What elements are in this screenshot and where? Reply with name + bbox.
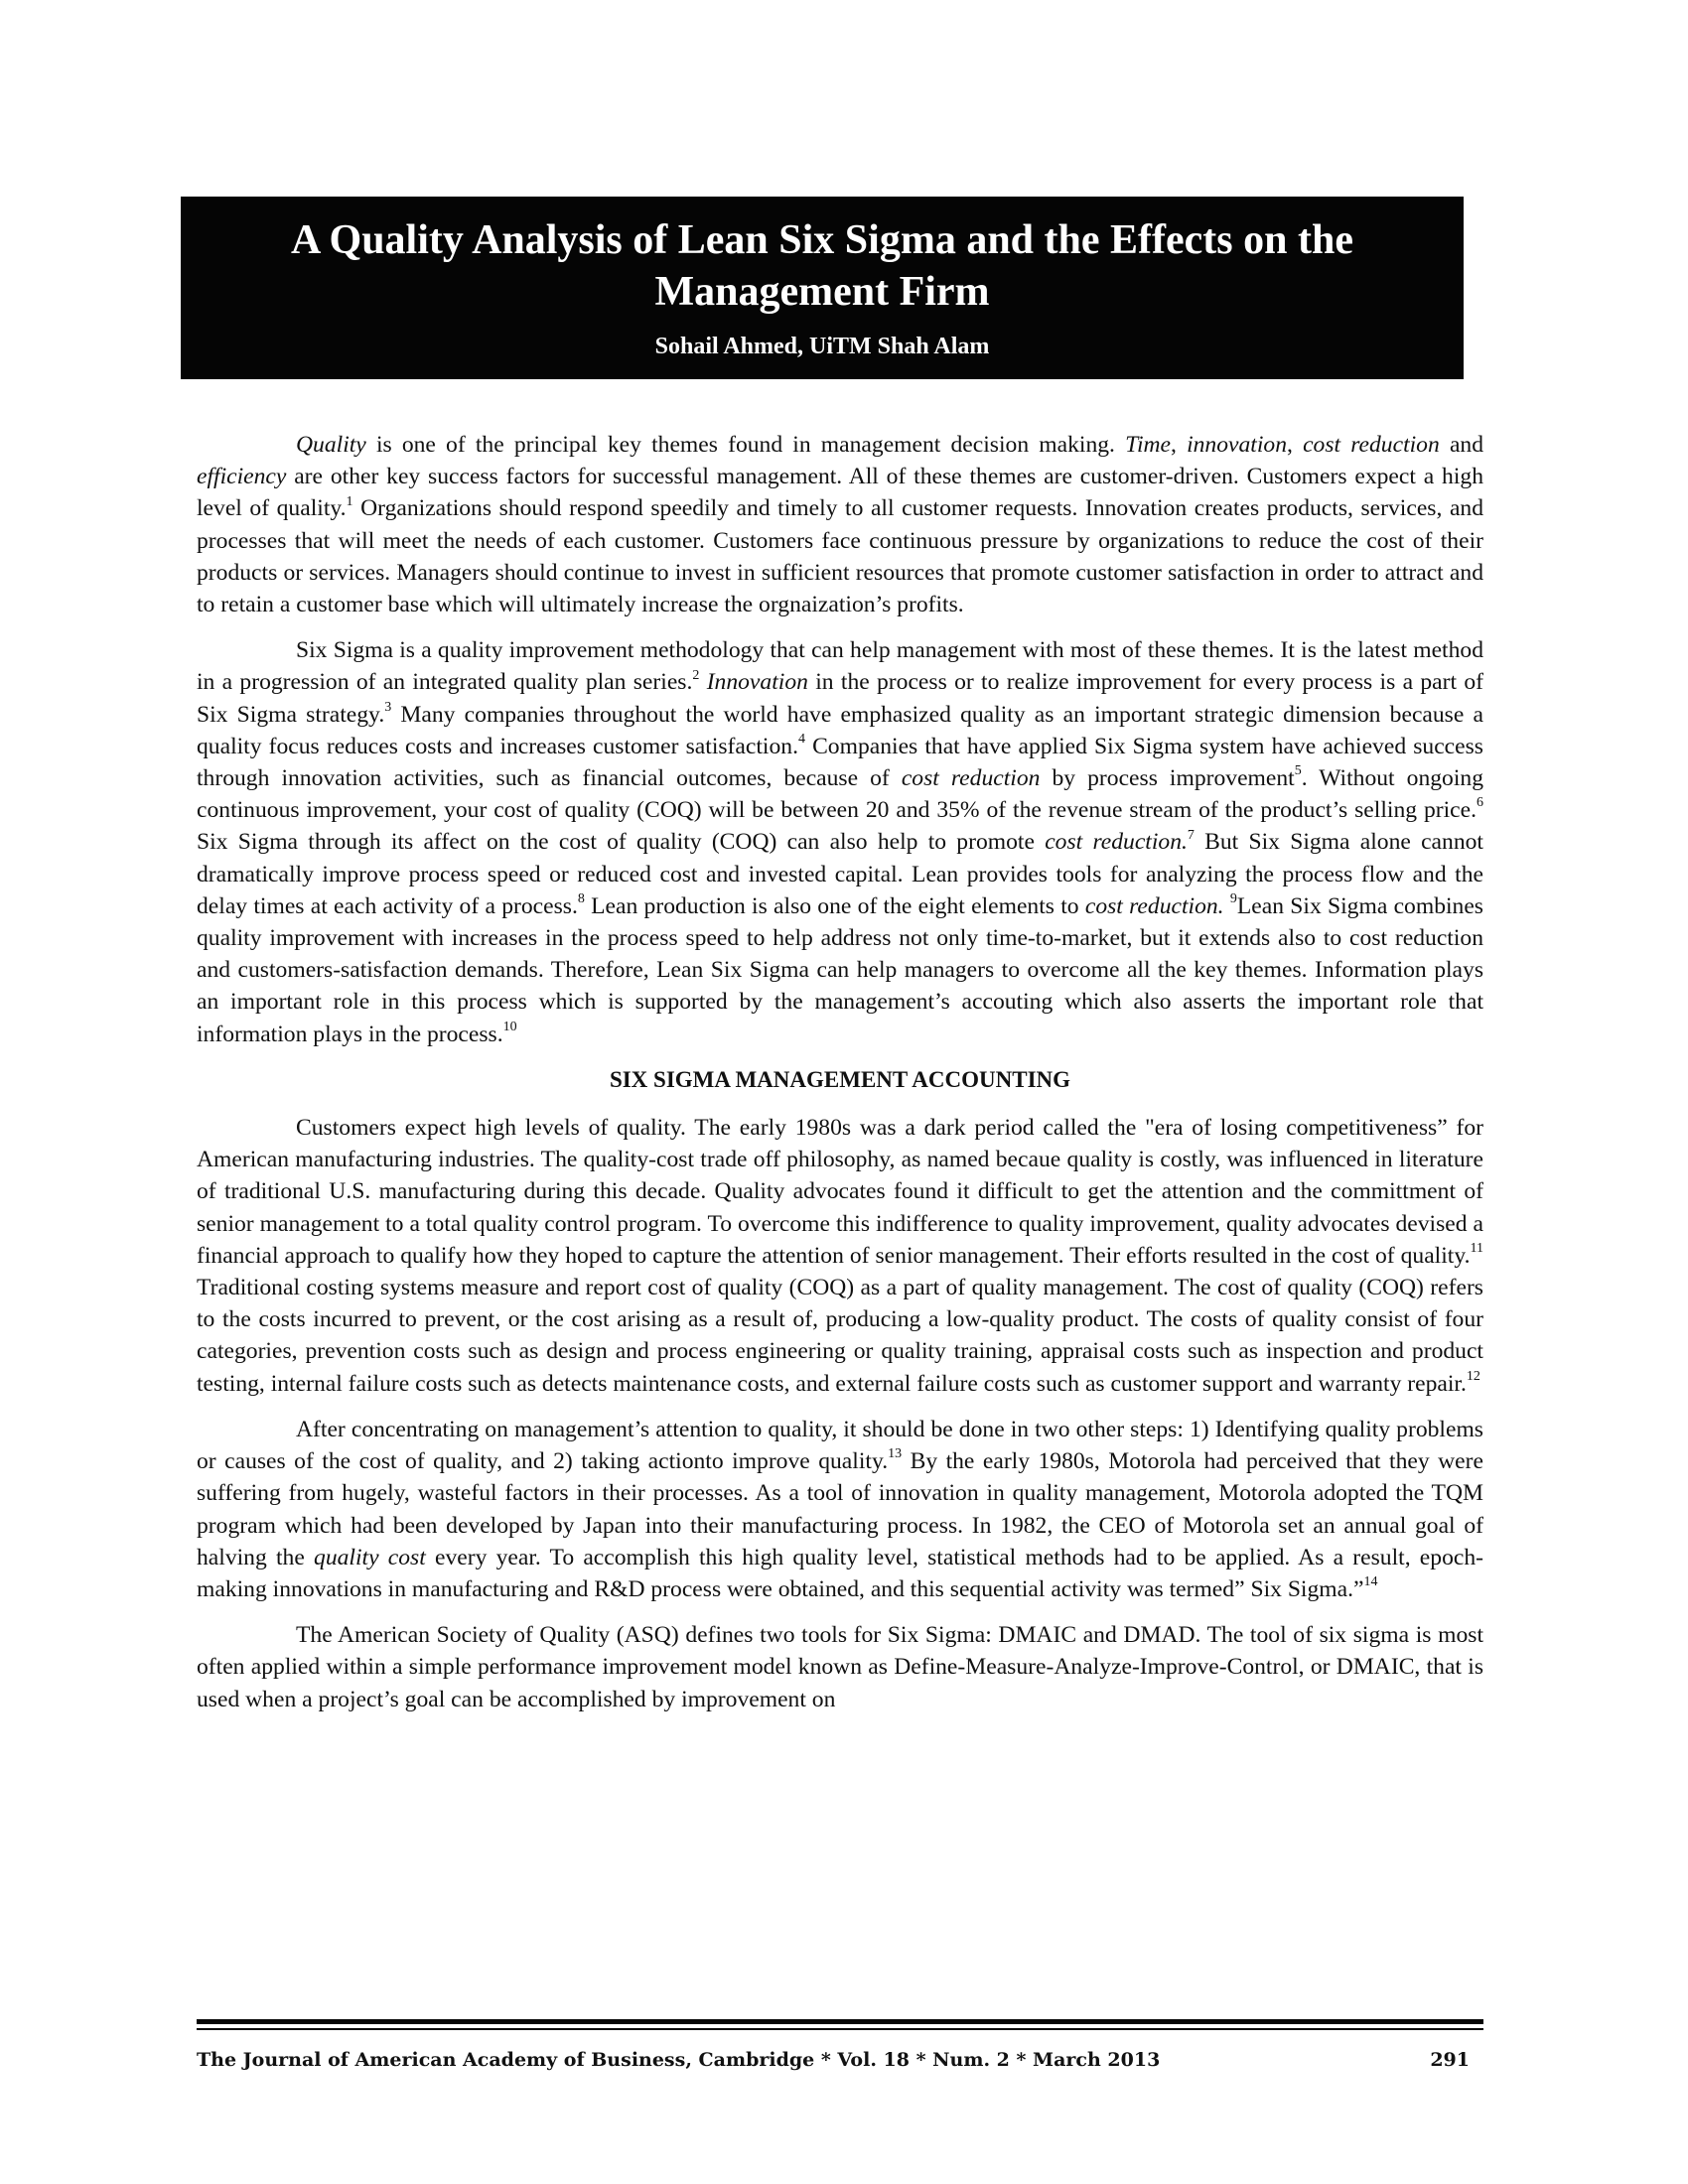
paragraph-2 [197, 634, 1483, 1050]
footnote-ref: 11 [1470, 1241, 1483, 1257]
footnote-ref: 3 [384, 699, 392, 715]
section-heading: SIX SIGMA MANAGEMENT ACCOUNTING [609, 1066, 1071, 1092]
emphasis-efficiency: efficiency [197, 464, 287, 490]
text: Organizations should respond speedily and timely to all customer requests. Innovation creates products, services, and processes that will meet the needs of each customer. Customers face continuous pressure by organizations to reduce the cost of their products or services. Managers should continue to invest in sufficient resources that promote customer satisfaction in order to attract and to retain a customer base which will ultimately increase the orgnaization’s profits. [197, 495, 1484, 618]
text: By the early 1980s, Motorola had perceived that they were suffering from hugely, wasteful factors in their processes. As a tool of innovation in quality management, Motorola adopted the TQM program which had been developed by Japan into their manufacturing process. In 1982, the CEO of Motorola set an annual goal of halving the [197, 1448, 1483, 1570]
text: The American Society of Quality (ASQ) defines two tools for Six Sigma: DMAIC and DMAD. The tool of six sigma is most often applied within a simple performance improvement model known as Define-Measure-Analyze-Improve-Control, or DMAIC, that is used when a project’s goal can be accomplished by improvement on [197, 1622, 1483, 1712]
text: Six Sigma is a quality improvement methodology that can help management with most of these themes. It is the latest method in a progression of an integrated quality plan series. [197, 637, 1483, 696]
emphasis-innovation: Innovation [706, 669, 808, 696]
footnote-ref: 8 [577, 890, 585, 906]
footnote-ref: 12 [1466, 1368, 1480, 1384]
footnote-ref: 14 [1363, 1574, 1378, 1590]
text: every year. To accomplish this high quality level, statistical methods had to be applied. As a result, epoch-making innovations in manufacturing and R&D process were obtained, and this sequential activity was termed” Six Sigma.” [197, 1544, 1483, 1602]
emphasis-cost-reduction: cost reduction. [1084, 892, 1224, 919]
page-number: 291 [1430, 2049, 1470, 2071]
text: are other key success factors for successful management. All of these themes are customer-driven. Customers expect a high level of quality. [197, 464, 1483, 522]
text [699, 669, 706, 695]
text: Six Sigma through its affect on the cost of quality (COQ) can also help to promote [197, 829, 1046, 856]
text: Lean production is also one of the eight elements to [584, 892, 1085, 919]
footnote-ref: 6 [1477, 795, 1483, 811]
paragraph-1 [197, 429, 1483, 620]
journal-citation: The Journal of American Academy of Business, Cambridge * Vol. 18 * Num. 2 * March 2013 [197, 2049, 1161, 2071]
text: and [1439, 432, 1484, 458]
footer-rule-thin [197, 2028, 1483, 2030]
paper-title-line-1: A Quality Analysis of Lean Six Sigma and the Effects on the [291, 217, 1353, 263]
paper-title-line-2: Management Firm [654, 269, 990, 315]
paragraph-5 [197, 1619, 1483, 1715]
text: , [1171, 432, 1188, 458]
emphasis-time: Time [1125, 432, 1172, 458]
paragraph-4 [197, 1414, 1483, 1605]
emphasis-innovation: innovation [1187, 432, 1287, 458]
footnote-ref: 1 [346, 493, 353, 509]
text: is one of the principal key themes found in management decision making. [365, 432, 1126, 458]
emphasis-cost-reduction: cost reduction [1303, 432, 1440, 458]
text: Traditional costing systems measure and report cost of quality (COQ) as a part of quality management. The cost of quality (COQ) refers to the costs incurred to prevent, or the cost arising as a result of, producing a low-quality product. The costs of quality consist of four categories, prevention costs such as design and process engineering or quality training, appraisal costs such as inspection and product testing, internal failure costs such as detects maintenance costs, and external failure costs such as customer support and warranty repair. [197, 1275, 1483, 1397]
emphasis-quality: Quality [296, 432, 366, 458]
footnote-ref: 5 [1294, 763, 1302, 779]
author-byline: Sohail Ahmed, UiTM Shah Alam [654, 334, 990, 359]
emphasis-cost-reduction: cost reduction. [1045, 829, 1188, 856]
text: by process improvement [1040, 765, 1295, 792]
text: in the process or to realize improvement for every process is a part of Six Sigma strategy. [197, 669, 1483, 728]
article-body [197, 429, 1483, 1729]
text: After concentrating on management’s attention to quality, it should be done in two other steps: 1) Identifying quality problems or causes of the cost of quality, and 2) taking actionto improve quality. [197, 1416, 1483, 1475]
paragraph-3 [197, 1112, 1483, 1400]
text: But Six Sigma alone cannot dramatically improve process speed or reduced cost and invested capital. Lean provides tools for analyzing the process flow and the delay times at each activity of a process. [197, 829, 1483, 919]
text [1224, 893, 1230, 919]
footnote-ref: 10 [502, 1019, 517, 1034]
footnote-ref: 9 [1229, 890, 1237, 906]
text: , [1287, 432, 1304, 458]
title-banner [181, 197, 1464, 379]
text: Many companies throughout the world have emphasized quality as an important strategic dimension because a quality focus reduces costs and increases customer satisfaction. [197, 701, 1484, 759]
text: Companies that have applied Six Sigma system have achieved success through innovation activities, such as financial outcomes, because of [197, 733, 1483, 792]
text: . Without ongoing continuous improvement, your cost of quality (COQ) will be between 20 and 35% of the revenue stream of the product’s selling price. [197, 765, 1483, 824]
footnote-ref: 13 [888, 1446, 903, 1462]
footnote-ref: 4 [797, 731, 805, 747]
footnote-ref: 2 [692, 667, 700, 683]
text: Lean Six Sigma combines quality improvement with increases in the process speed to help address not only time-to-market, but it extends also to cost reduction and customers-satisfaction demands. Therefore, Lean Six Sigma can help managers to overcome all the key themes. Information plays an important role in this process which is supported by the management’s accouting which also asserts the important role that information plays in the process. [197, 892, 1483, 1047]
emphasis-cost-reduction: cost reduction [901, 765, 1041, 792]
page-footer [197, 2045, 1483, 2075]
text: Customers expect high levels of quality. The early 1980s was a dark period called the "era of losing competitiveness” for American manufacturing industries. The quality-cost trade off philosophy, as named becaue quality is costly, was influenced in literature of traditional U.S. manufacturing during this decade. Quality advocates found it difficult to get the attention and the committment of senior management to a total quality control program. To overcome this indifference to quality improvement, quality advocates devised a financial approach to qualify how they hoped to capture the attention of senior management. Their efforts resulted in the cost of quality. [197, 1115, 1483, 1269]
footer-rule-thick [197, 2019, 1483, 2024]
emphasis-quality-cost: quality cost [314, 1544, 426, 1570]
footnote-ref: 7 [1187, 827, 1195, 843]
